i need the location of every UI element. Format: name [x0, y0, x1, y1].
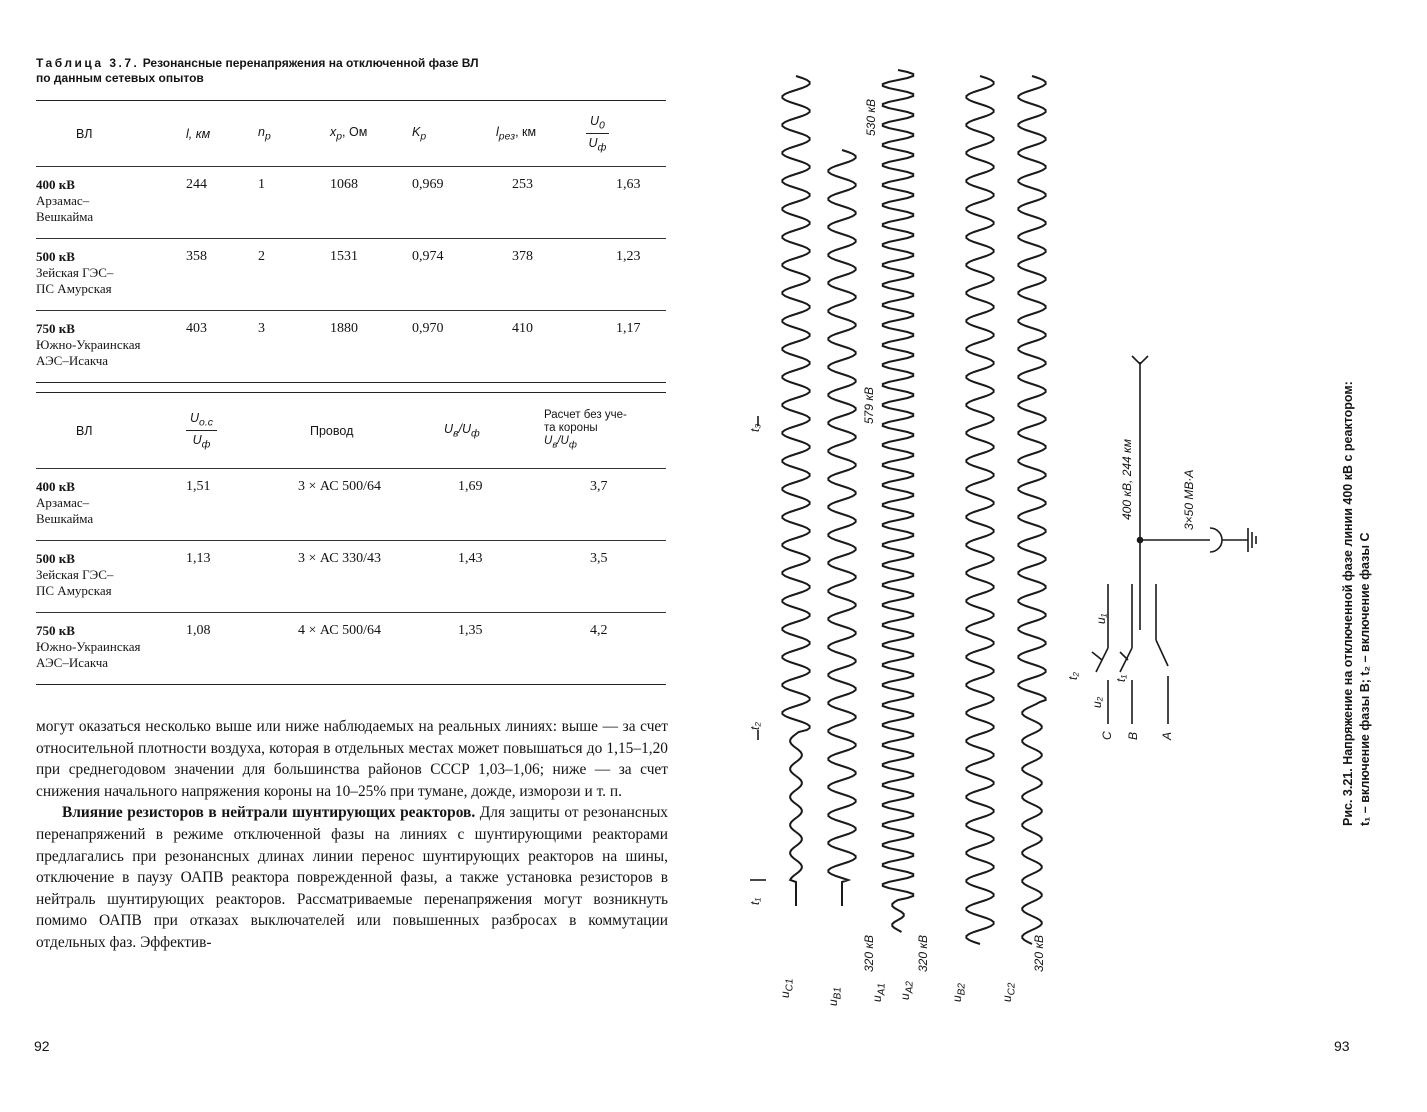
cell-calc: 3,7: [590, 479, 608, 494]
col-length: l, км: [186, 126, 211, 141]
switch-a: [1156, 640, 1168, 724]
cell-xp: 1880: [330, 321, 358, 336]
line-name: 750 кВ Южно-Украинская АЭС–Исакча: [36, 321, 141, 368]
cell-wire: 4 × АС 500/64: [298, 623, 382, 638]
col-vl: ВЛ: [76, 126, 93, 141]
junction-dot: [1138, 538, 1143, 543]
cell-np: 1: [258, 177, 265, 192]
t1-label: t₁: [748, 897, 762, 905]
voltage-label-320: 320 кВ: [1032, 934, 1046, 972]
trace-label-ub1: $u_{B1}$: [826, 987, 844, 1006]
table-title-line2: по данным сетевых опытов: [36, 71, 204, 85]
line-name: 400 кВ Арзамас– Вешкайма: [36, 177, 94, 224]
col-wire: Провод: [310, 423, 354, 438]
col-u0-ratio: $\frac{U_0}{U_ф}$: [586, 101, 666, 167]
paragraph-heading: Влияние резисторов в нейтрали шунтирующих реакторов.: [62, 804, 476, 822]
trace-ub1: [828, 150, 855, 906]
switch-t1-label: t₁: [1114, 674, 1128, 682]
table-number: Таблица 3.7.: [36, 56, 140, 70]
cell-lres: 378: [512, 249, 533, 264]
switch-c-arrow: [1092, 652, 1102, 660]
page-number-left: 92: [34, 1038, 50, 1054]
trace-uc1: [782, 76, 809, 906]
col-calc: Расчет без уче- та короны $U_в/U_ф$: [544, 409, 627, 451]
col-kp: $K_р$: [412, 124, 427, 143]
line-label: 400 кВ, 244 км: [1120, 439, 1134, 520]
cell-uoc: 1,13: [186, 551, 211, 566]
cell-uoc: 1,51: [186, 479, 211, 494]
voltage-label-320: 320 кВ: [862, 934, 876, 972]
voltage-label-320: 320 кВ: [916, 934, 930, 972]
col-vl: ВЛ: [76, 423, 93, 438]
cell-u0: 1,63: [616, 177, 641, 192]
cell-uv: 1,43: [458, 551, 483, 566]
paragraph-text: Для защиты от резонансных перенапряжений в режиме отключенной фазы на линиях с шунтирующими реакторами предлагались при резонансных длинах линии перенос шунтирующих реакторов на шины, отключение в паузу ОАПВ реактора поврежденной фазы, а также установка резисторов в нейтраль шунтирующих реакторов. Рассматриваемые перенапряжения могут возникнуть помимо ОАПВ при отказах выключателей или повышенных разбросах в коммутации отдельных фаз. Эффектив-: [36, 804, 668, 951]
trace-label-ua2: $u_{A2}$: [898, 981, 916, 1000]
cell-wire: 3 × АС 330/43: [298, 551, 382, 566]
cell-lres: 410: [512, 321, 533, 336]
line-name: 500 кВ Зейская ГЭС– ПС Амурская: [36, 249, 114, 296]
col-uv: $U_в/U_ф$: [444, 421, 480, 440]
cell-u0: 1,17: [616, 321, 641, 336]
cell-u0: 1,23: [616, 249, 641, 264]
cell-wire: 3 × АС 500/64: [298, 479, 382, 494]
t2-label: t₂: [748, 722, 762, 730]
cell-uv: 1,35: [458, 623, 483, 638]
phase-label-c: C: [1100, 731, 1114, 740]
paragraph: могут оказаться несколько выше или ниже наблюдаемых на реальных линиях: выше — за счет относительной плотности воздуха, которая в отдельных местах может повышаться до 1,15–1,20 при среднегодовом значении для большинства районов СССР 1,03–1,06; ниже — за счет снижения начального напряжения короны на 10–25% при тумане, дожде, изморози и т. п.: [36, 718, 668, 800]
cell-np: 3: [258, 321, 265, 336]
phase-label-a: A: [1160, 731, 1174, 740]
trace-label-uc2: $u_{C2}$: [1000, 982, 1018, 1002]
cell-lres: 253: [512, 177, 533, 192]
cell-uoc: 1,08: [186, 623, 211, 638]
line-name: 750 кВ Южно-Украинская АЭС–Исакча: [36, 623, 141, 670]
page-number-right: 93: [1334, 1038, 1350, 1054]
cell-calc: 3,5: [590, 551, 608, 566]
figure-caption: [1340, 286, 1374, 826]
cell-length: 358: [186, 249, 207, 264]
col-lres: $l_{рез}$, км: [496, 124, 537, 143]
reactor-coil: [1210, 528, 1222, 552]
trace-ua1: [883, 70, 913, 932]
reactor-label: 3×50 МВ·А: [1182, 469, 1196, 530]
switch-u1-label: u₁: [1094, 613, 1108, 624]
t3-label: t₃: [748, 423, 762, 432]
cell-kp: 0,974: [412, 249, 444, 264]
cell-kp: 0,969: [412, 177, 444, 192]
table-title: Резонансные перенапряжения на отключенной фазе ВЛ: [142, 56, 479, 70]
switch-b-arrow: [1120, 652, 1128, 660]
cell-length: 244: [186, 177, 207, 192]
switch-u2-label: u₂: [1090, 696, 1104, 708]
cell-uv: 1,69: [458, 479, 483, 494]
cell-length: 403: [186, 321, 207, 336]
caption-line1: Рис. 3.21. Напряжение на отключенной фазе линии 400 кВ с реактором:: [1341, 381, 1355, 826]
cell-kp: 0,970: [412, 321, 444, 336]
voltage-label-579: 579 кВ: [862, 386, 876, 424]
cell-np: 2: [258, 249, 265, 264]
cell-xp: 1068: [330, 177, 358, 192]
switch-b: [1120, 648, 1132, 724]
voltage-label-530: 530 кВ: [864, 98, 878, 136]
trace-label-ub2: $u_{B2}$: [950, 983, 968, 1002]
trace-label-ua1: $u_{A1}$: [870, 983, 888, 1002]
trace-ub2: [966, 76, 993, 944]
cell-xp: 1531: [330, 249, 358, 264]
col-xp: $x_р$, Ом: [330, 124, 368, 143]
trace-uc2: [1018, 76, 1045, 944]
col-np: $n_р$: [258, 124, 271, 143]
trace-label-uc1: $u_{C1}$: [778, 978, 796, 998]
phase-label-b: B: [1126, 731, 1140, 740]
line-name: 500 кВ Зейская ГЭС– ПС Амурская: [36, 551, 114, 598]
cell-calc: 4,2: [590, 623, 608, 638]
line-name: 400 кВ Арзамас– Вешкайма: [36, 479, 94, 526]
caption-line2: t₁ – включение фазы B; t₂ – включение фазы C: [1358, 532, 1372, 826]
switch-t2-label: t₂: [1066, 672, 1080, 680]
col-uoc-ratio: $\frac{U_{о.с}}{U_ф}$: [186, 393, 298, 469]
